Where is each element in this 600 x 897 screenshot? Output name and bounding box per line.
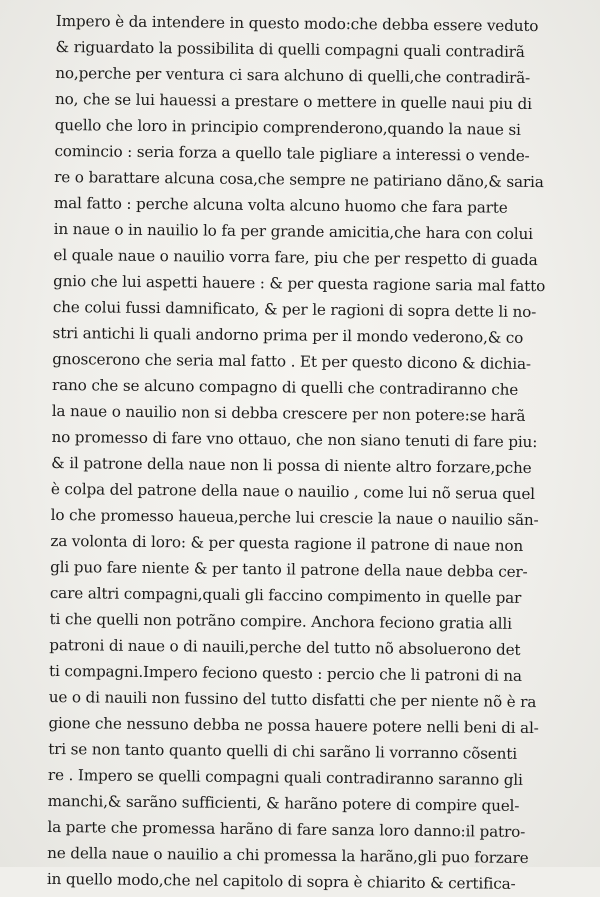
text-line: re o barattare alcuna cosa,che sempre ne patiriano dãno,& saria <box>54 167 544 192</box>
text-line: la parte che promessa harãno di fare sanza loro danno:il patro- <box>47 817 526 841</box>
text-line: rano che se alcuno compagno di quelli che contradiranno che <box>51 375 519 399</box>
text-line: no promesso di fare vno ottauo, che non siano tenuti di fare piu: <box>51 427 538 452</box>
text-line: Impero è da intendere in questo modo:che debba essere veduto <box>55 11 539 36</box>
text-line: in quello modo,che nel capitolo di sopra è chiarito & certifica- <box>46 869 516 893</box>
text-line: è colpa del patrone della naue o nauilio , come lui nõ serua quel <box>50 479 536 504</box>
text-line: el quale naue o nauilio vorra fare, piu che per respetto di guada <box>53 245 538 270</box>
text-line: gnio che lui aspetti hauere : & per questa ragione saria mal fatto <box>53 271 546 296</box>
text-line: ne della naue o nauilio a chi promessa la harãno,gli puo forzare <box>47 843 529 867</box>
text-line: & riguardato la possibilita di quelli compagni quali contradirã <box>55 37 525 61</box>
text-line: lo che promesso haueua,perche lui crescie la naue o nauilio sãn- <box>50 505 539 530</box>
text-line: che colui fussi damnificato, & per le ragioni di sopra dette li no- <box>52 297 537 322</box>
text-line: manchi,& sarãno sufficienti, & harãno potere di compire quel- <box>47 791 520 815</box>
text-line: patroni di naue o di nauili,perche del tutto nõ absoluerono det <box>49 635 521 659</box>
text-line: care altri compagni,quali gli faccino compimento in quelle par <box>49 583 522 607</box>
text-line: ue o di nauili non fussino del tutto disfatti che per niente nõ è ra <box>48 687 537 712</box>
text-line: mal fatto : perche alcuna volta alcuno huomo che fara parte <box>53 193 508 217</box>
text-line: in naue o in nauilio lo fa per grande amicitia,che hara con colui <box>53 219 534 244</box>
text-line: tri se non tanto quanto quelli di chi sarãno li vorranno cõsenti <box>48 739 518 763</box>
text-line: za volonta di loro: & per questa ragione il patrone di naue non <box>50 531 524 555</box>
text-line: gione che nessuno debba ne possa hauere potere nelli beni di al- <box>48 713 539 738</box>
text-line: ti compagni.Impero feciono questo : percio che li patroni di na <box>48 661 522 685</box>
text-line: stri antichi li quali andorno prima per il mondo vederono,& co <box>52 323 524 347</box>
text-line: no, che se lui hauessi a prestare o mettere in quelle naui piu di <box>54 89 532 113</box>
page-text-block <box>47 8 578 897</box>
text-line: gli puo fare niente & per tanto il patrone della naue debba cer- <box>50 557 528 581</box>
text-line: re . Impero se quelli compagni quali contradiranno saranno gli <box>47 765 523 789</box>
text-line: comincio : seria forza a quello tale pigliare a interessi o vende- <box>54 141 530 165</box>
text-line: no,perche per ventura ci sara alchuno di quelli,che contradirã- <box>55 63 531 87</box>
text-line: quello che loro in principio comprenderono,quando la naue si <box>54 115 521 139</box>
text-line: ti che quelli non potrãno compire. Anchora feciono gratia alli <box>49 609 512 633</box>
text-line: la naue o nauilio non si debba crescere per non potere:se harã <box>51 401 526 425</box>
text-line: gnoscerono che seria mal fatto . Et per questo dicono & dichia- <box>52 349 531 373</box>
text-line: & il patrone della naue non li possa di niente altro forzare,pche <box>51 453 532 478</box>
